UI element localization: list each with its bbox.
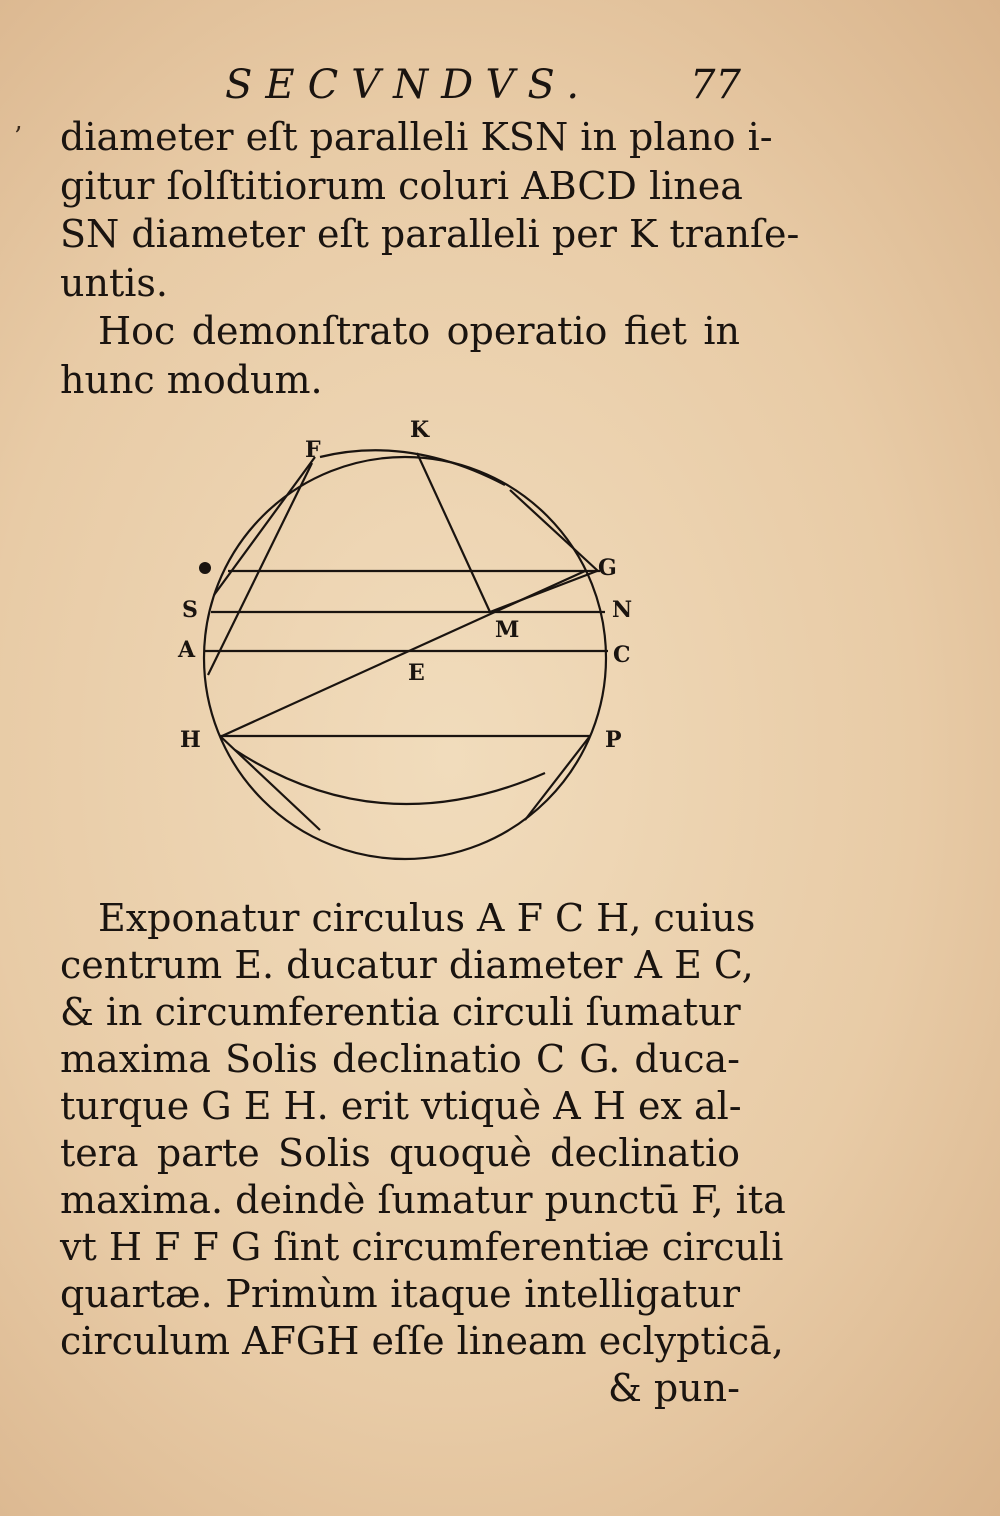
label-m: M — [495, 617, 520, 643]
text-line: circulum AFGH eſſe lineam eclypticā, — [60, 1319, 784, 1363]
label-p: P — [605, 727, 622, 753]
text-line: tera parte Solis quoquè declinatio — [60, 1131, 740, 1175]
label-c: C — [613, 642, 631, 668]
text-line: maxima. deindè ſumatur punctū F, ita — [60, 1178, 786, 1222]
chord-m-g — [490, 571, 597, 612]
chord-upper-right — [510, 490, 598, 571]
text-line: & in circumferentia circuli ſumatur — [60, 990, 741, 1034]
bullet-mark — [199, 562, 211, 574]
label-k: K — [410, 417, 430, 443]
running-head — [0, 62, 1000, 112]
margin-mark: ’ — [14, 122, 23, 152]
chord-km — [417, 453, 490, 612]
inner-arc-upper — [320, 450, 505, 485]
geometric-figure — [150, 405, 670, 885]
inner-arc-lower — [235, 750, 545, 804]
text-line: hunc modum. — [60, 357, 323, 402]
text-line: quartæ. Primùm itaque intelligatur — [60, 1272, 740, 1316]
label-a: A — [178, 637, 196, 663]
text-block-bottom — [60, 895, 786, 1412]
running-title: SECVNDVS. — [225, 62, 593, 108]
text-line: Hoc demonſtrato operatio fiet in — [98, 309, 740, 353]
text-line: maxima Solis declinatio C G. duca- — [60, 1037, 740, 1081]
text-line: diameter eſt paralleli KSN in plano i- — [60, 115, 773, 159]
label-g: G — [598, 555, 617, 581]
circle-diagram — [150, 405, 670, 885]
label-s: S — [182, 597, 198, 623]
catchword: & pun- — [607, 1366, 740, 1410]
text-line: centrum E. ducatur diameter A E C, — [60, 943, 754, 987]
chord-f-left — [214, 457, 315, 595]
label-h: H — [180, 727, 201, 753]
text-line: vt H F F G ſint circumferentiæ circuli — [60, 1225, 784, 1269]
text-line: Exponatur circulus A F C H, cuius — [98, 896, 756, 940]
label-n: N — [612, 597, 633, 623]
label-f: F — [305, 437, 321, 463]
text-line: SN diameter eſt paralleli per K tranſe- — [60, 212, 800, 256]
text-line: untis. — [60, 260, 168, 305]
page-number: 77 — [690, 62, 741, 108]
text-line: gitur ſolſtitiorum coluri ABCD linea — [60, 163, 743, 208]
label-e: E — [408, 660, 425, 686]
text-line: turque G E H. erit vtiquè A H ex al- — [60, 1084, 742, 1128]
text-block-top — [60, 113, 800, 404]
circle-afch — [204, 457, 606, 859]
